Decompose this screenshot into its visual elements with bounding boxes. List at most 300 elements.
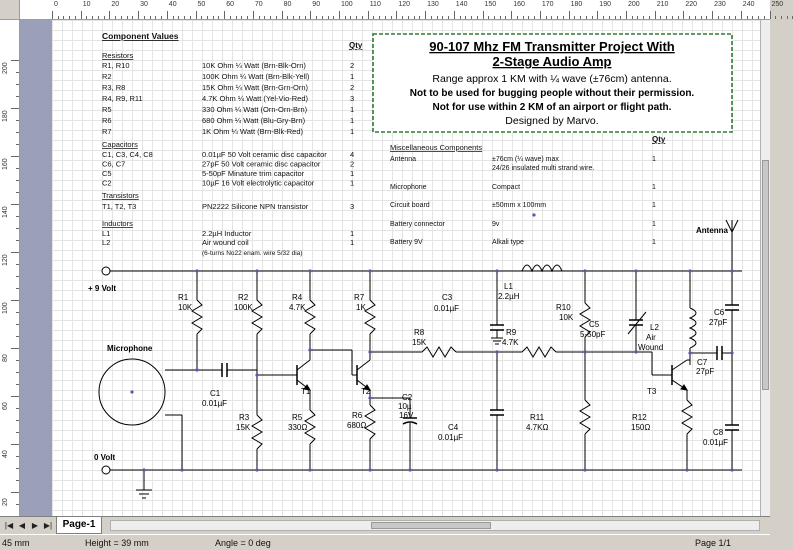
part-label-c7: 27pF [696, 367, 715, 376]
ruler-minor-tick [350, 16, 351, 19]
ruler-tick [196, 11, 197, 19]
resistor-r3 [252, 415, 262, 449]
ruler-tick [712, 11, 713, 19]
schematic-drawing [52, 20, 770, 516]
part-label-c8: 0.01µF [703, 438, 729, 447]
component-qty: 2 [350, 159, 355, 169]
part-label-c1: C1 [210, 389, 221, 398]
ruler-label: 230 [714, 1, 726, 8]
resistor-r1 [192, 300, 202, 334]
ruler-minor-tick [322, 16, 323, 19]
title-line-1: 90-107 Mhz FM Transmitter Project With [429, 39, 675, 54]
ruler-minor-tick [16, 72, 19, 73]
ruler-minor-tick [201, 16, 202, 19]
ruler-tick [11, 60, 19, 61]
junction-dot [368, 350, 371, 353]
component-value: PN2222 Silicone NPN transistor [202, 202, 309, 211]
component-ref: R7 [102, 127, 112, 136]
ruler-label: 60 [2, 402, 9, 410]
title-line-4: Not to be used for bugging people without their permission. [409, 88, 695, 99]
ruler-tick [11, 252, 19, 253]
ruler-label: 130 [427, 1, 439, 8]
junction-dot [730, 468, 733, 471]
horizontal-scrollbar[interactable] [110, 520, 760, 531]
ruler-minor-tick [735, 16, 736, 19]
part-label-r6: R6 [352, 411, 363, 420]
ruler-minor-tick [16, 240, 19, 241]
inductor-l2 [690, 308, 696, 348]
part-label-c2: 16V [399, 411, 414, 420]
ruler-minor-tick [701, 16, 702, 19]
junction-dot [255, 269, 258, 272]
component-value: 100K Ohm ¼ Watt (Brn-Blk-Yell) [202, 72, 310, 81]
junction-dot [688, 269, 691, 272]
part-label-r2: 100K [234, 303, 253, 312]
junction-dot [368, 396, 371, 399]
ruler-minor-tick [264, 16, 265, 19]
component-ref: C6, C7 [102, 159, 126, 169]
misc-item-value: ±76cm (¼ wave) max [492, 156, 559, 163]
ruler-tick [770, 11, 771, 19]
ruler-minor-tick [465, 16, 466, 19]
junction-dot [142, 468, 145, 471]
ruler-minor-tick [379, 16, 380, 19]
ruler-minor-tick [328, 16, 329, 19]
ruler-minor-tick [586, 16, 587, 19]
junction-dot [634, 269, 637, 272]
misc-header: Miscellaneous Components [390, 143, 483, 152]
component-ref: R2 [102, 72, 112, 81]
ruler-minor-tick [603, 16, 604, 19]
misc-item-name: Battery 9V [390, 239, 423, 246]
part-label-r12: R12 [632, 413, 647, 422]
ruler-minor-tick [190, 16, 191, 19]
ruler-label: 200 [2, 62, 9, 74]
ruler-minor-tick [408, 16, 409, 19]
status-bar [0, 534, 770, 550]
circuit-schematic [99, 220, 742, 498]
component-qty: 4 [350, 150, 355, 159]
ruler-minor-tick [609, 16, 610, 19]
ruler-minor-tick [276, 16, 277, 19]
ruler-minor-tick [385, 16, 386, 19]
inductor-l1 [522, 265, 562, 271]
ruler-label: 250 [771, 1, 784, 8]
ruler-label: 120 [2, 254, 9, 266]
schematic-labels [88, 226, 729, 462]
junction-dot [730, 269, 733, 272]
component-ref: C2 [102, 178, 112, 188]
ruler-label: 0 [54, 1, 58, 8]
ruler-label: 210 [656, 1, 669, 8]
misc-item-qty: 1 [652, 202, 656, 209]
part-label-r4: R4 [292, 293, 303, 302]
vertical-scrollbar[interactable] [760, 20, 770, 516]
ruler-tick [138, 11, 139, 19]
component-ref: C1, C3, C4, C8 [102, 150, 153, 159]
junction-dot [180, 468, 183, 471]
component-values-title: Component Values [102, 31, 179, 41]
tab-page-1[interactable]: Page-1 [56, 517, 102, 534]
component-value: 680 Ohm ¼ Watt (Blu-Gry-Brn) [202, 116, 306, 125]
part-label-c4: 0.01µF [438, 433, 464, 442]
resistor-r12 [682, 400, 692, 434]
title-line-6: Designed by Marvo. [505, 115, 599, 127]
ruler-minor-tick [557, 16, 558, 19]
ruler-label: 180 [2, 110, 9, 122]
ruler-minor-tick [706, 16, 707, 19]
ruler-label: 140 [2, 206, 9, 218]
resistor-r9 [522, 347, 556, 357]
part-label-r10: R10 [556, 303, 571, 312]
ruler-minor-tick [775, 16, 776, 19]
resistor-r6 [365, 405, 375, 439]
junction-dot [408, 468, 411, 471]
ruler-minor-tick [144, 16, 145, 19]
part-label-r5: 330Ω [288, 423, 308, 432]
component-ref: R3, R8 [102, 83, 126, 92]
ruler-minor-tick [460, 16, 461, 19]
ruler-minor-tick [16, 480, 19, 481]
ruler-minor-tick [729, 16, 730, 19]
ground-terminal[interactable] [102, 466, 110, 474]
ruler-label: 100 [341, 1, 353, 8]
ruler-minor-tick [259, 16, 260, 19]
ruler-tick [11, 204, 19, 205]
misc-item-qty: 1 [652, 239, 656, 246]
ruler-minor-tick [16, 264, 19, 265]
ruler-minor-tick [218, 16, 219, 19]
component-ref: C5 [102, 169, 112, 178]
component-ref: R1, R10 [102, 61, 130, 70]
ruler-minor-tick [649, 16, 650, 19]
ruler-minor-tick [63, 16, 64, 19]
misc-qty-header: Qty [652, 135, 666, 144]
component-value: 10µF 16 Volt electrolytic capacitor [202, 178, 315, 188]
ruler-minor-tick [373, 16, 374, 19]
ruler-label: 170 [541, 1, 554, 8]
misc-item-qty: 1 [652, 184, 656, 191]
component-value: 2.2µH Inductor [202, 229, 252, 238]
ruler-minor-tick [695, 16, 696, 19]
qty-header: Qty [349, 41, 363, 50]
part-label-l2: Air [646, 333, 656, 342]
component-ref: L1 [102, 229, 111, 238]
ruler-minor-tick [16, 192, 19, 193]
part-label-c3: 0.01µF [434, 304, 460, 313]
part-label-l2: Wound [638, 343, 664, 352]
ruler-minor-tick [500, 16, 501, 19]
ruler-minor-tick [637, 16, 638, 19]
ruler-minor-tick [414, 16, 415, 19]
ruler-minor-tick [293, 16, 294, 19]
ruler-minor-tick [16, 360, 19, 361]
ruler-tick [626, 11, 627, 19]
horizontal-scroll-thumb[interactable] [371, 522, 491, 529]
component-value: 10K Ohm ¼ Watt (Brn-Blk-Orn) [202, 61, 306, 70]
ruler-minor-tick [86, 16, 87, 19]
ruler-minor-tick [442, 16, 443, 19]
ruler-tick [282, 11, 283, 19]
component-ref: L2 [102, 238, 111, 247]
ruler-minor-tick [787, 16, 788, 19]
previous-page-button[interactable]: ◀ [18, 521, 26, 530]
ruler-minor-tick [16, 408, 19, 409]
component-qty: 3 [350, 202, 355, 211]
status-page: Page 1/1 [695, 538, 732, 548]
last-page-button[interactable]: ▶| [43, 521, 53, 530]
part-label-t3: T3 [647, 387, 657, 396]
ruler-minor-tick [247, 16, 248, 19]
ruler-tick [339, 11, 340, 19]
component-value: 330 Ohm ¼ Watt (Orn-Orn-Brn) [202, 105, 308, 114]
component-value: 1K Ohm ¼ Watt (Brn-Blk-Red) [202, 127, 303, 136]
component-qty: 1 [350, 238, 355, 247]
title-line-3: Range approx 1 KM with ¼ wave (±76cm) antenna. [432, 73, 672, 85]
resistor-r4 [305, 300, 315, 334]
inductors-header: Inductors [102, 219, 133, 228]
ruler-minor-tick [747, 16, 748, 19]
ruler-minor-tick [563, 16, 564, 19]
part-label-r2: R2 [238, 293, 249, 302]
part-label-c2: 10µ [398, 402, 412, 411]
ruler-minor-tick [16, 468, 19, 469]
ruler-label: 40 [2, 450, 9, 458]
misc-item-qty: 1 [652, 156, 656, 163]
ruler-minor-tick [230, 16, 231, 19]
ruler-tick [511, 11, 512, 19]
ruler-tick [52, 11, 53, 19]
ruler-minor-tick [551, 16, 552, 19]
ruler-tick [224, 11, 225, 19]
ruler-minor-tick [592, 16, 593, 19]
ruler-minor-tick [213, 16, 214, 19]
misc-item-value: Alkali type [492, 239, 524, 246]
junction-dot [583, 468, 586, 471]
part-label-c7: C7 [697, 358, 708, 367]
resistor-r8 [422, 347, 456, 357]
component-value: 0.01µF 50 Volt ceramic disc capacitor [202, 150, 327, 159]
ruler-minor-tick [16, 288, 19, 289]
component-value: 27pF 50 Volt ceramic disc capacitor [202, 159, 321, 169]
drawing-page[interactable] [52, 20, 770, 516]
microphone-label: Microphone [107, 344, 153, 353]
ruler-minor-tick [98, 16, 99, 19]
ruler-label: 50 [197, 1, 206, 8]
component-qty: 1 [350, 72, 355, 81]
ruler-minor-tick [16, 384, 19, 385]
ruler-minor-tick [678, 16, 679, 19]
ruler-label: 150 [484, 1, 497, 8]
title-line-2: 2-Stage Audio Amp [492, 54, 612, 69]
ruler-minor-tick [16, 420, 19, 421]
ruler-tick [540, 11, 541, 19]
component-qty: 1 [350, 127, 355, 136]
ruler-minor-tick [16, 228, 19, 229]
ruler-tick [425, 11, 426, 19]
page-tab-bar [0, 516, 770, 534]
ruler-minor-tick [672, 16, 673, 19]
part-label-c2: C2 [402, 393, 413, 402]
ruler-minor-tick [127, 16, 128, 19]
misc-item-qty: 1 [652, 221, 656, 228]
ruler-minor-tick [184, 16, 185, 19]
status-angle: Angle = 0 deg [215, 538, 271, 548]
ruler-minor-tick [391, 16, 392, 19]
part-label-r12: 150Ω [631, 423, 651, 432]
ruler-label: 140 [455, 1, 468, 8]
ruler-minor-tick [448, 16, 449, 19]
component-qty: 1 [350, 178, 355, 188]
ruler-minor-tick [16, 504, 19, 505]
ruler-minor-tick [419, 16, 420, 19]
junction-dot [532, 213, 535, 216]
status-height: Height = 39 mm [85, 538, 149, 548]
ruler-label: 60 [226, 1, 234, 8]
junction-dot [583, 350, 586, 353]
ruler-minor-tick [207, 16, 208, 19]
ruler-minor-tick [287, 16, 288, 19]
junction-dot [368, 468, 371, 471]
part-label-r5: R5 [292, 413, 303, 422]
ruler-tick [597, 11, 598, 19]
part-label-t1: T1 [301, 387, 311, 396]
ruler-minor-tick [132, 16, 133, 19]
plus-9v-label: + 9 Volt [88, 284, 117, 293]
ruler-minor-tick [16, 144, 19, 145]
misc-item-name: Battery connector [390, 221, 445, 228]
junction-dot [130, 390, 133, 393]
ruler-minor-tick [356, 16, 357, 19]
ruler-minor-tick [528, 16, 529, 19]
ruler-tick [253, 11, 254, 19]
ruler-label: 160 [2, 158, 9, 170]
ruler-minor-tick [178, 16, 179, 19]
ruler-minor-tick [471, 16, 472, 19]
misc-item-name: Microphone [390, 184, 427, 191]
ruler-minor-tick [16, 324, 19, 325]
ruler-label: 30 [140, 1, 148, 8]
component-ref: R5 [102, 105, 112, 114]
drawing-canvas[interactable] [20, 20, 770, 516]
title-box[interactable] [373, 34, 732, 132]
ruler-minor-tick [660, 16, 661, 19]
ruler-label: 190 [599, 1, 611, 8]
ruler-tick [11, 492, 19, 493]
ruler-minor-tick [689, 16, 690, 19]
ruler-minor-tick [666, 16, 667, 19]
ruler-tick [11, 300, 19, 301]
ruler-label: 180 [570, 1, 583, 8]
ruler-tick [11, 396, 19, 397]
junction-dot [685, 468, 688, 471]
ruler-minor-tick [270, 16, 271, 19]
positive-terminal[interactable] [102, 267, 110, 275]
junction-dot [495, 269, 498, 272]
part-label-c6: 27pF [709, 318, 728, 327]
ruler-minor-tick [16, 96, 19, 97]
zero-volt-label: 0 Volt [94, 453, 116, 462]
ruler-minor-tick [58, 16, 59, 19]
first-page-button[interactable]: |◀ [4, 521, 14, 530]
junction-dot [308, 269, 311, 272]
component-value: 4.7K Ohm ¼ Watt (Yel-Vio-Red) [202, 94, 309, 103]
ruler-tick [11, 348, 19, 349]
component-value: 5-50pF Minature trim capacitor [202, 169, 305, 178]
part-label-r11: 4.7KΩ [526, 423, 549, 432]
ruler-minor-tick [574, 16, 575, 19]
part-label-r11: R11 [530, 413, 545, 422]
ruler-minor-tick [69, 16, 70, 19]
junction-dot [583, 269, 586, 272]
part-label-r7: R7 [354, 293, 365, 302]
horizontal-ruler[interactable] [20, 0, 784, 20]
antenna-label: Antenna [696, 226, 728, 235]
ruler-minor-tick [477, 16, 478, 19]
ruler-minor-tick [580, 16, 581, 19]
ruler-tick [368, 11, 369, 19]
ruler-minor-tick [764, 16, 765, 19]
ruler-label: 80 [2, 354, 9, 362]
part-label-r1: 10K [178, 303, 193, 312]
ruler-label: 220 [685, 1, 698, 8]
ruler-minor-tick [781, 16, 782, 19]
junction-dot [308, 468, 311, 471]
ruler-label: 100 [2, 302, 9, 314]
ruler-minor-tick [16, 216, 19, 217]
ruler-label: 80 [283, 1, 292, 8]
ruler-label: 110 [369, 1, 381, 8]
next-page-button[interactable]: ▶ [31, 521, 39, 530]
ruler-minor-tick [752, 16, 753, 19]
ruler-minor-tick [241, 16, 242, 19]
ruler-tick [11, 108, 19, 109]
junction-dot [688, 351, 691, 354]
component-qty: 2 [350, 61, 355, 70]
ruler-tick [454, 11, 455, 19]
ruler-minor-tick [316, 16, 317, 19]
vertical-ruler[interactable] [0, 20, 20, 516]
ruler-minor-tick [632, 16, 633, 19]
ruler-minor-tick [724, 16, 725, 19]
junction-dot [368, 269, 371, 272]
component-values-table [102, 31, 363, 257]
ruler-tick [11, 444, 19, 445]
part-label-t2: T2 [361, 387, 371, 396]
part-label-l1: L1 [504, 282, 513, 291]
ruler-minor-tick [16, 372, 19, 373]
ruler-tick [569, 11, 570, 19]
ruler-minor-tick [437, 16, 438, 19]
component-ref: T1, T2, T3 [102, 202, 137, 211]
ruler-tick [81, 11, 82, 19]
ruler-minor-tick [16, 168, 19, 169]
ruler-minor-tick [494, 16, 495, 19]
ruler-corner [0, 0, 20, 20]
component-qty: 2 [350, 83, 355, 92]
ruler-minor-tick [155, 16, 156, 19]
ruler-minor-tick [115, 16, 116, 19]
vertical-scroll-thumb[interactable] [762, 160, 769, 390]
title-line-5: Not for use within 2 KM of an airport or flight path. [432, 102, 672, 113]
inductor-note: (6-turns No22 enam. wire 5/32 dia) [202, 250, 303, 257]
ruler-label: 240 [742, 1, 755, 8]
transistors-header: Transistors [102, 191, 139, 200]
ruler-tick [483, 11, 484, 19]
ruler-minor-tick [534, 16, 535, 19]
misc-item-name: Circuit board [390, 202, 430, 209]
ruler-minor-tick [161, 16, 162, 19]
